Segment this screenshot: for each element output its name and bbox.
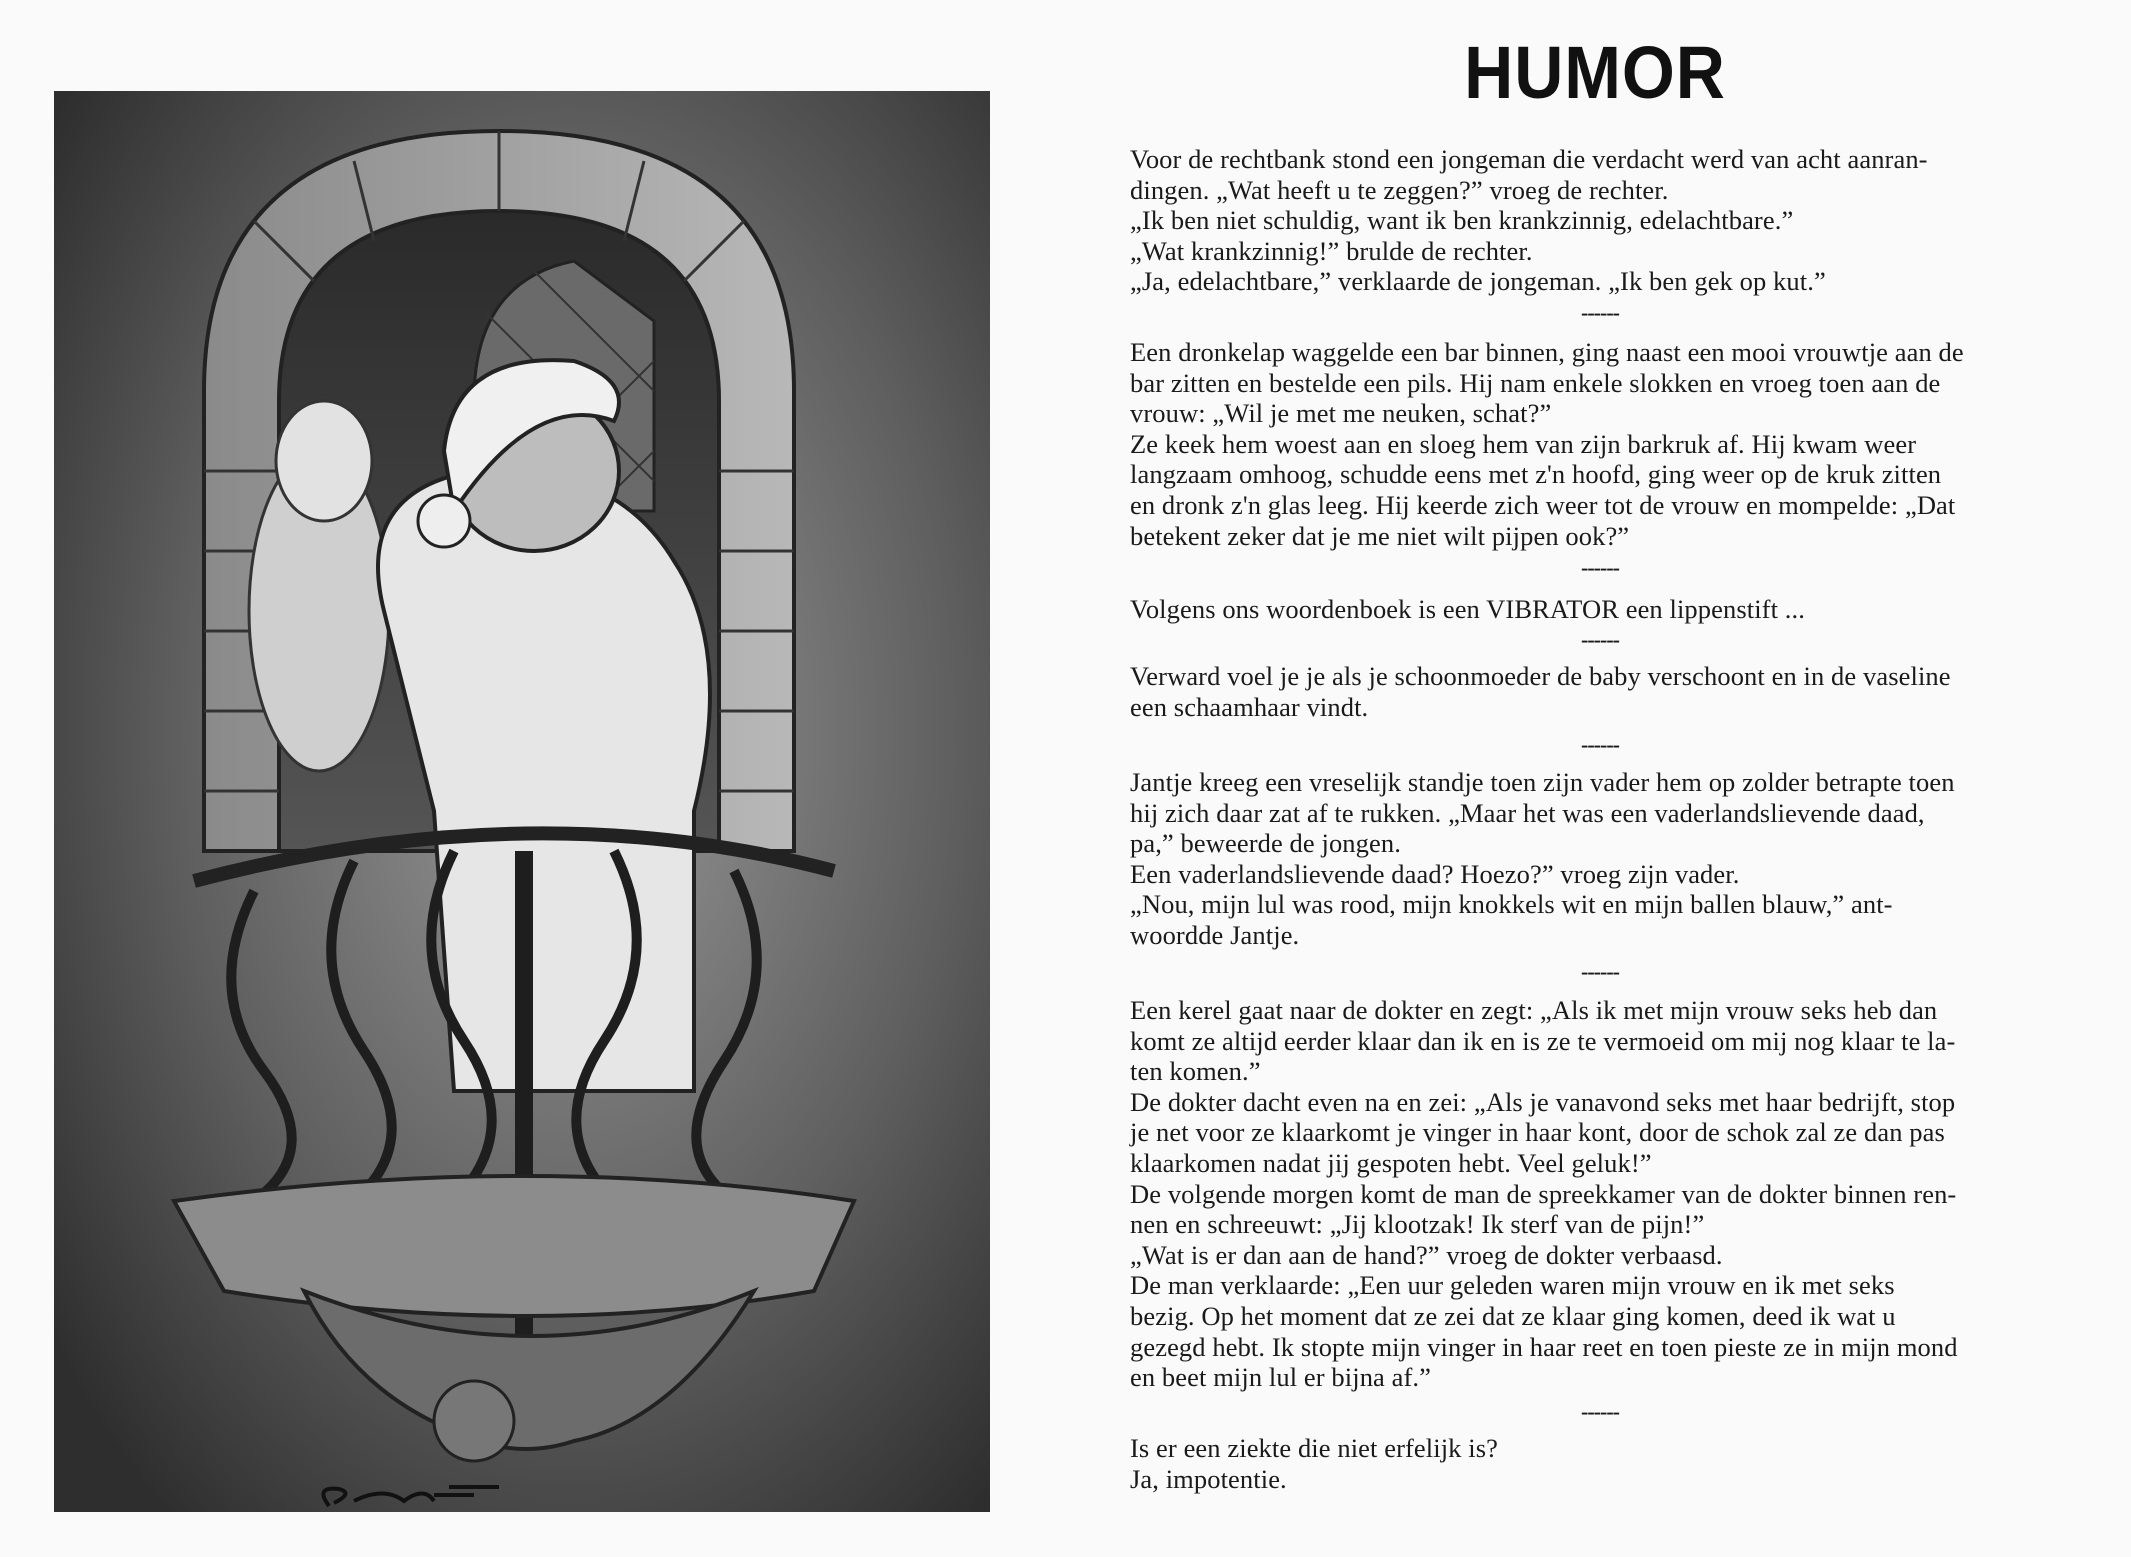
text-line: Een vaderlandslievende daad? Hoezo?” vroeg zijn vader.	[1130, 858, 1740, 889]
text-line: betekent zeker dat je me niet wilt pijpen ook?”	[1130, 520, 1630, 551]
joke-4	[1130, 661, 2060, 722]
text-line: Een dronkelap waggelde een bar binnen, ging naast een mooi vrouwtje aan de	[1130, 337, 1964, 367]
text-line: De dokter dacht even na en zei: „Als je vanavond seks met haar bedrijft, stop	[1130, 1086, 1956, 1117]
text-line: een schaamhaar vindt.	[1130, 691, 1369, 722]
text-line: en beet mijn lul er bijna af.”	[1130, 1362, 1432, 1393]
text-line: en dronk z'n glas leeg. Hij keerde zich weer tot de vrouw en mompelde: „Dat	[1130, 489, 1956, 520]
page-title: HUMOR	[1464, 31, 1726, 114]
separator: ------	[1581, 555, 1619, 580]
joke-6	[1130, 995, 2060, 1393]
text-line: dingen. „Wat heeft u te zeggen?” vroeg de rechter.	[1130, 174, 1669, 205]
text-line: klaarkomen nadat jij gespoten hebt. Veel geluk!”	[1130, 1147, 1652, 1178]
text-line: nen en schreeuwt: „Jij klootzak! Ik sterf van de pijn!”	[1130, 1209, 1705, 1240]
text-line: „Wat is er dan aan de hand?” vroeg de dokter verbaasd.	[1130, 1239, 1723, 1270]
text-line: „Ja, edelachtbare,” verklaarde de jongeman. „Ik ben gek op kut.”	[1130, 266, 1826, 297]
text-line: vrouw: „Wil je met me neuken, schat?”	[1130, 398, 1552, 429]
joke-5	[1130, 767, 2060, 951]
text-line: komt ze altijd eerder klaar dan ik en is ze te vermoeid om mij nog klaar te la-	[1130, 1025, 1956, 1056]
text-line: gezegd hebt. Ik stopte mijn vinger in haar reet en toen pieste ze in mijn mond	[1130, 1331, 1958, 1362]
text-line: ten komen.”	[1130, 1056, 1261, 1087]
text-line: bar zitten en bestelde een pils. Hij nam enkele slokken en vroeg toen aan de	[1130, 367, 1941, 398]
text-line: langzaam omhoog, schudde eens met z'n hoofd, ging weer op de kruk zitten	[1130, 459, 1942, 490]
text-line: bezig. Op het moment dat ze zei dat ze klaar ging komen, deed ik wat u	[1130, 1300, 1896, 1331]
cartoon-illustration	[54, 91, 990, 1512]
text-line: woordde Jantje.	[1130, 919, 1300, 950]
corbel-ornament	[434, 1381, 514, 1461]
joke-1	[1130, 144, 2060, 297]
text-line: pa,” beweerde de jongen.	[1130, 828, 1401, 859]
text-line: Jantje kreeg een vreselijk standje toen zijn vader hem op zolder betrapte toen	[1130, 767, 1955, 797]
text-line: hij zich daar zat af te rukken. „Maar het was een vaderlandslievende daad,	[1130, 797, 1925, 828]
separator: ------	[1581, 732, 1619, 757]
text-line: Voor de rechtbank stond een jongeman die verdacht werd van acht aanran-	[1130, 144, 1928, 174]
text-line: Een kerel gaat naar de dokter en zegt: „Als ik met mijn vrouw seks heb dan	[1130, 995, 1938, 1025]
text-line: Ze keek hem woest aan en sloeg hem van zijn barkruk af. Hij kwam weer	[1130, 428, 1917, 459]
joke-2	[1130, 337, 2060, 551]
separator: ------	[1581, 1399, 1619, 1424]
text-line: „Nou, mijn lul was rood, mijn knokkels wit en mijn ballen blauw,” ant-	[1130, 889, 1893, 920]
text-line: „Wat krankzinnig!” brulde de rechter.	[1130, 235, 1533, 266]
separator: ------	[1581, 627, 1619, 652]
joke-3	[1130, 594, 2060, 625]
text-line: Volgens ons woordenboek is een VIBRATOR een lippenstift ...	[1130, 594, 1805, 624]
separator: ------	[1581, 300, 1619, 325]
text-line: „Ik ben niet schuldig, want ik ben krankzinnig, edelachtbare.”	[1130, 205, 1794, 236]
text-line: je net voor ze klaarkomt je vinger in haar kont, door de schok zal ze dan pas	[1130, 1117, 1945, 1148]
nightcap-pompom	[418, 495, 470, 547]
text-line: Verward voel je je als je schoonmoeder de baby verschoont en in de vaseline	[1130, 661, 1951, 691]
text-line: Is er een ziekte die niet erfelijk is?	[1130, 1433, 1498, 1463]
separator: ------	[1581, 959, 1619, 984]
woman-face	[276, 401, 372, 521]
text-line: De volgende morgen komt de man de spreekkamer van de dokter binnen ren-	[1130, 1178, 1957, 1209]
text-line: Ja, impotentie.	[1130, 1463, 1287, 1494]
text-line: De man verklaarde: „Een uur geleden waren mijn vrouw en ik met seks	[1130, 1270, 1895, 1301]
joke-7	[1130, 1433, 2060, 1494]
